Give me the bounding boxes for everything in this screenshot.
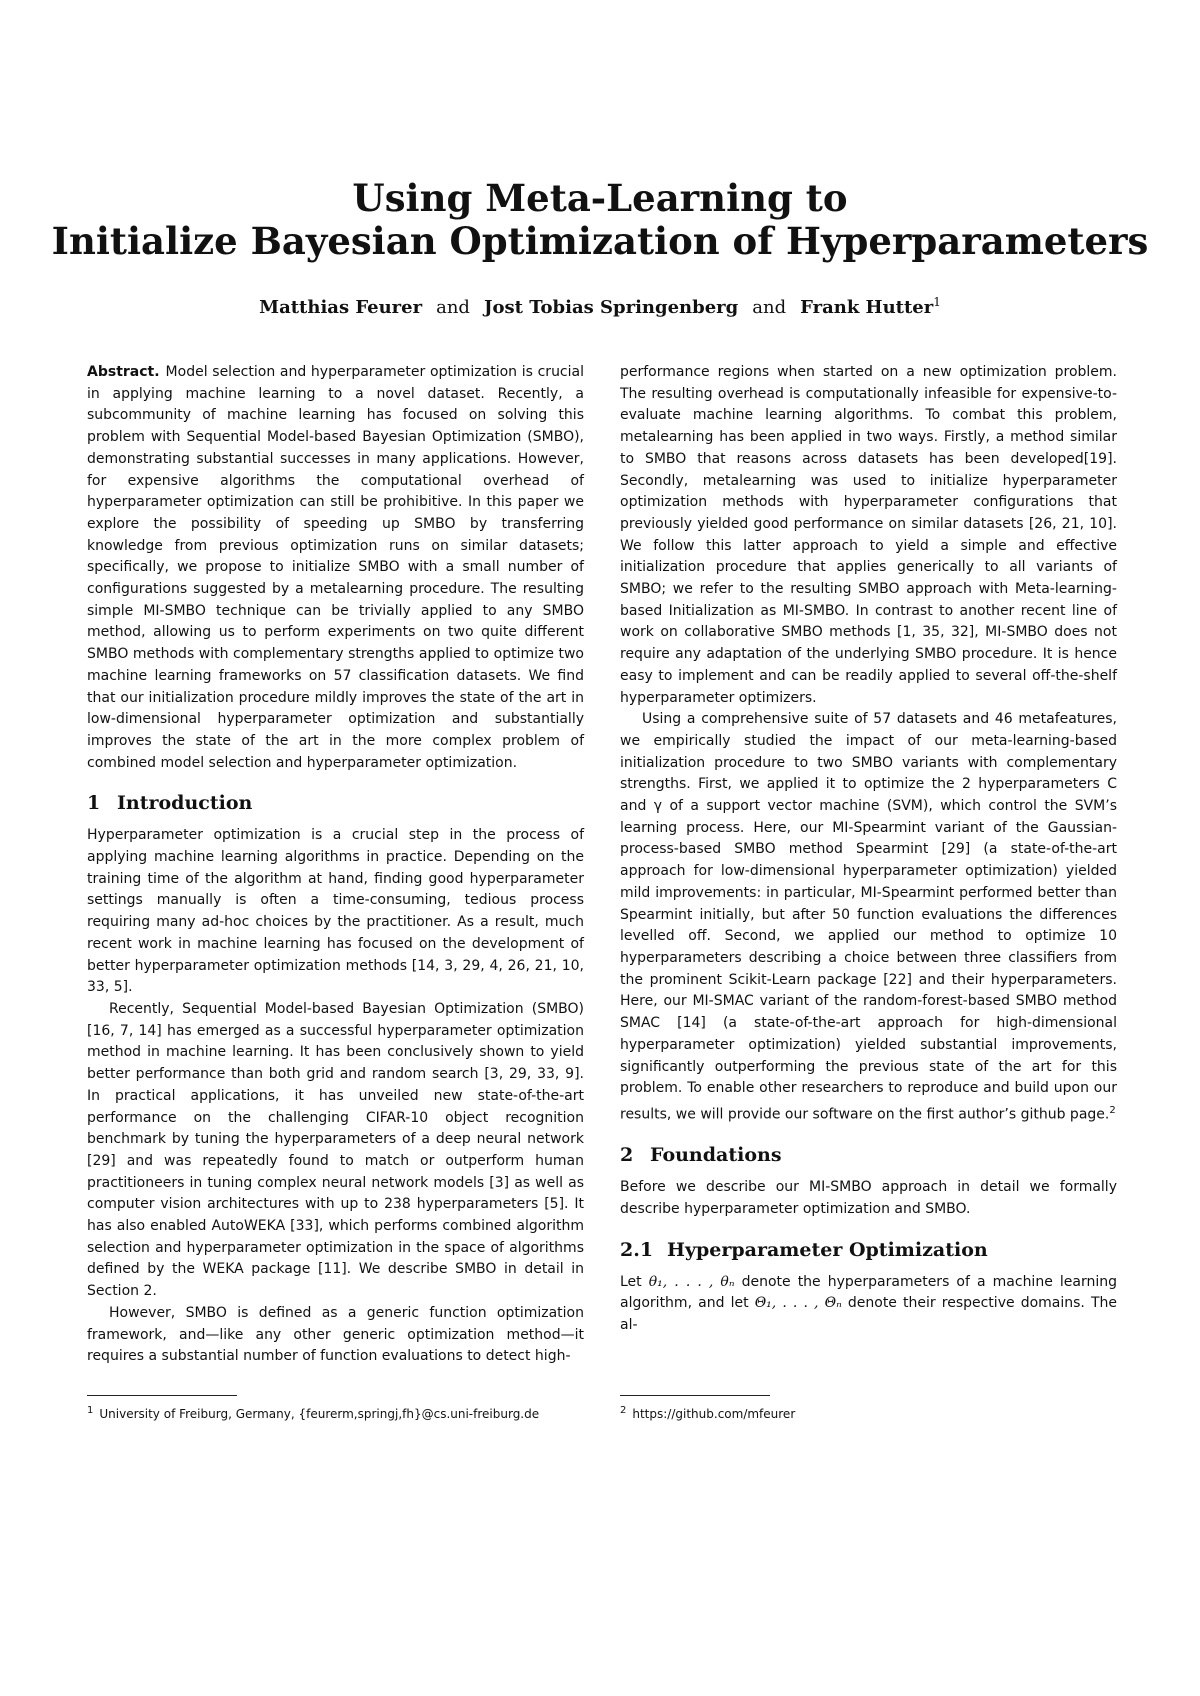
author-3: Frank Hutter	[800, 297, 934, 318]
footnote-mark: 1	[87, 1405, 94, 1416]
footnote-ref-2: 2	[1109, 1104, 1116, 1116]
intro-paragraph-4-text: Using a comprehensive suite of 57 datasets and 46 metafeatures, we empirically studied the impact of our meta-learning-based initialization procedure to two SMBO variants with complementary strengths. First, we applied it to optimize the 2 hyperparameters C and γ of a support vector machine (SVM), which control the SVM’s learning process. Here, our MI-Spearmint variant of the Gaussian-process-based SMBO method Spearmint [29] (a state-of-the-art approach for low-dimensional hyperparameter optimization) yielded mild improvements: in particular, MI-Spearmint performed better than Spearmint initially, but after 50 function evaluations the differences levelled off. Second, we applied our method to optimize 10 hyperparameters describing a choice between three classifiers from the prominent Scikit-Learn package [22] and their hyperparameters. Here, our MI-SMAC variant of the random-forest-based SMBO method SMAC [14] (a state-of-the-art approach for high-dimensional hyperparameter optimization) yielded substantial improvements, significantly outperforming the previous state of the art for this problem. To enable other researchers to reproduce and build upon our results, we will provide our software on the first author’s github page.	[620, 711, 1117, 1123]
footnote-1-text: University of Freiburg, Germany, {feurerm,springj,fh}@cs.uni-freiburg.de	[99, 1407, 540, 1421]
footnote-right	[620, 1395, 1117, 1422]
intro-paragraph-3: However, SMBO is defined as a generic function optimization framework, and—like any other generic optimization method—it requires a substantial number of function evaluations to detect high-	[87, 1304, 584, 1365]
subsection-title: Hyperparameter Optimization	[667, 1238, 988, 1261]
intro-paragraph-3-continued: performance regions when started on a new optimization problem. The resulting overhead is computationally infeasible for expensive-to-evaluate machine learning algorithms. To combat this problem, metalearning has been applied in two ways. Firstly, a method similar to SMBO that reasons across datasets has been developed[19]. Secondly, metalearning was used to initialize hyperparameter optimization methods with hyperparameter configurations that previously yielded good performance on similar datasets [26, 21, 10]. We follow this latter approach to yield a simple and effective initialization procedure that applies generically to all variants of SMBO; we refer to the resulting SMBO approach with Meta-learning-based Initialization as MI-SMBO. In contrast to another recent line of work on collaborative SMBO methods [1, 35, 32], MI-SMBO does not require any adaptation of the underlying SMBO procedure. It is hence easy to implement and can be readily applied to several off-the-shelf hyperparameter optimizers.	[620, 364, 1117, 706]
section-heading-foundations	[620, 1143, 1117, 1167]
subsection-number: 2.1	[620, 1238, 654, 1261]
section-number: 2	[620, 1144, 634, 1167]
footnote-mark: 2	[620, 1405, 627, 1416]
section-number: 1	[87, 792, 101, 815]
author-list	[0, 290, 1200, 320]
domain-sequence: Θ₁, . . . , Θₙ	[754, 1295, 842, 1312]
author-footnote-mark: 1	[933, 295, 941, 309]
abstract-text: Model selection and hyperparameter optimization is crucial in applying machine learning to a novel dataset. Recently, a subcommunity of machine learning has focused on solving this problem with Sequential Model-based Bayesian Optimization (SMBO), demonstrating substantial successes in many applications. However, for expensive algorithms the computational overhead of hyperparameter optimization can still be prohibitive. In this paper we explore the possibility of speeding up SMBO by transferring knowledge from previous optimization runs on similar datasets; specifically, we propose to initialize SMBO with a small number of configurations suggested by a metalearning procedure. The resulting simple MI-SMBO technique can be trivially applied to any SMBO method, allowing us to perform experiments on two quite different SMBO methods with complementary strengths applied to optimize two machine learning frameworks on 57 classification datasets. We find that our initialization procedure mildly improves the state of the art in low-dimensional hyperparameter optimization and substantially improves the state of the art in the more complex problem of combined model selection and hyperparameter optimization.	[87, 364, 584, 771]
author-separator: and	[436, 297, 470, 318]
paper-title-line-1: Using Meta-Learning to	[352, 176, 848, 220]
author-separator: and	[752, 297, 787, 318]
hpo-paragraph-1	[620, 1272, 1117, 1337]
intro-paragraph-1: Hyperparameter optimization is a crucial step in the process of applying machine learning algorithms in practice. Depending on the training time of the algorithm at hand, finding good hyperparameter settings manually is often a time-consuming, tedious process requiring many ad-hoc choices by the practitioner. As a result, much recent work in machine learning has focused on the development of better hyperparameter optimization methods [14, 3, 29, 4, 26, 21, 10, 33, 5].	[87, 827, 584, 996]
section-heading-introduction	[87, 791, 584, 815]
left-column	[87, 362, 584, 1368]
foundations-paragraph-1: Before we describe our MI-SMBO approach in detail we formally describe hyperparameter optimization and SMBO.	[620, 1179, 1117, 1217]
footnote-2-link[interactable]: https://github.com/mfeurer	[632, 1407, 796, 1421]
abstract-label: Abstract.	[87, 364, 160, 380]
section-title: Introduction	[117, 792, 253, 815]
hpo-text-b: denote the hyperparameters of a machine learning algorithm, and let	[620, 1273, 1118, 1312]
right-column	[620, 362, 1117, 1337]
paper-title-line-2: Initialize Bayesian Optimization of Hyperparameters	[51, 219, 1149, 263]
section-title: Foundations	[650, 1144, 782, 1167]
abstract	[87, 362, 584, 774]
hpo-text-c: denote their respective domains. The al-	[620, 1295, 1118, 1334]
author-2: Jost Tobias Springenberg	[483, 297, 739, 318]
footnote-left	[87, 1395, 584, 1422]
intro-paragraph-2: Recently, Sequential Model-based Bayesian Optimization (SMBO) [16, 7, 14] has emerged as a successful hyperparameter optimization method in machine learning. It has been conclusively shown to yield better performance than both grid and random search [3, 29, 33, 9]. In practical applications, it has unveiled new state-of-the-art performance on the challenging CIFAR-10 object recognition benchmark by tuning the hyperparameters of a deep neural network [29] and was repeatedly found to match or outperform human practitioneers in tuning complex neural network models [3] as well as computer vision architectures with up to 238 hyperparameters [5]. It has also enabled AutoWEKA [33], which performs combined algorithm selection and hyperparameter optimization in the space of algorithms defined by the WEKA package [11]. We describe SMBO in detail in Section 2.	[87, 1000, 584, 1300]
theta-sequence: θ₁, . . . , θₙ	[648, 1273, 735, 1290]
hpo-text-a: Let	[620, 1273, 642, 1290]
footnote-rule	[620, 1395, 770, 1396]
intro-paragraph-4	[620, 709, 1117, 1126]
footnote-rule	[87, 1395, 237, 1396]
subsection-heading-hpo	[620, 1238, 1117, 1262]
author-1: Matthias Feurer	[259, 297, 423, 318]
